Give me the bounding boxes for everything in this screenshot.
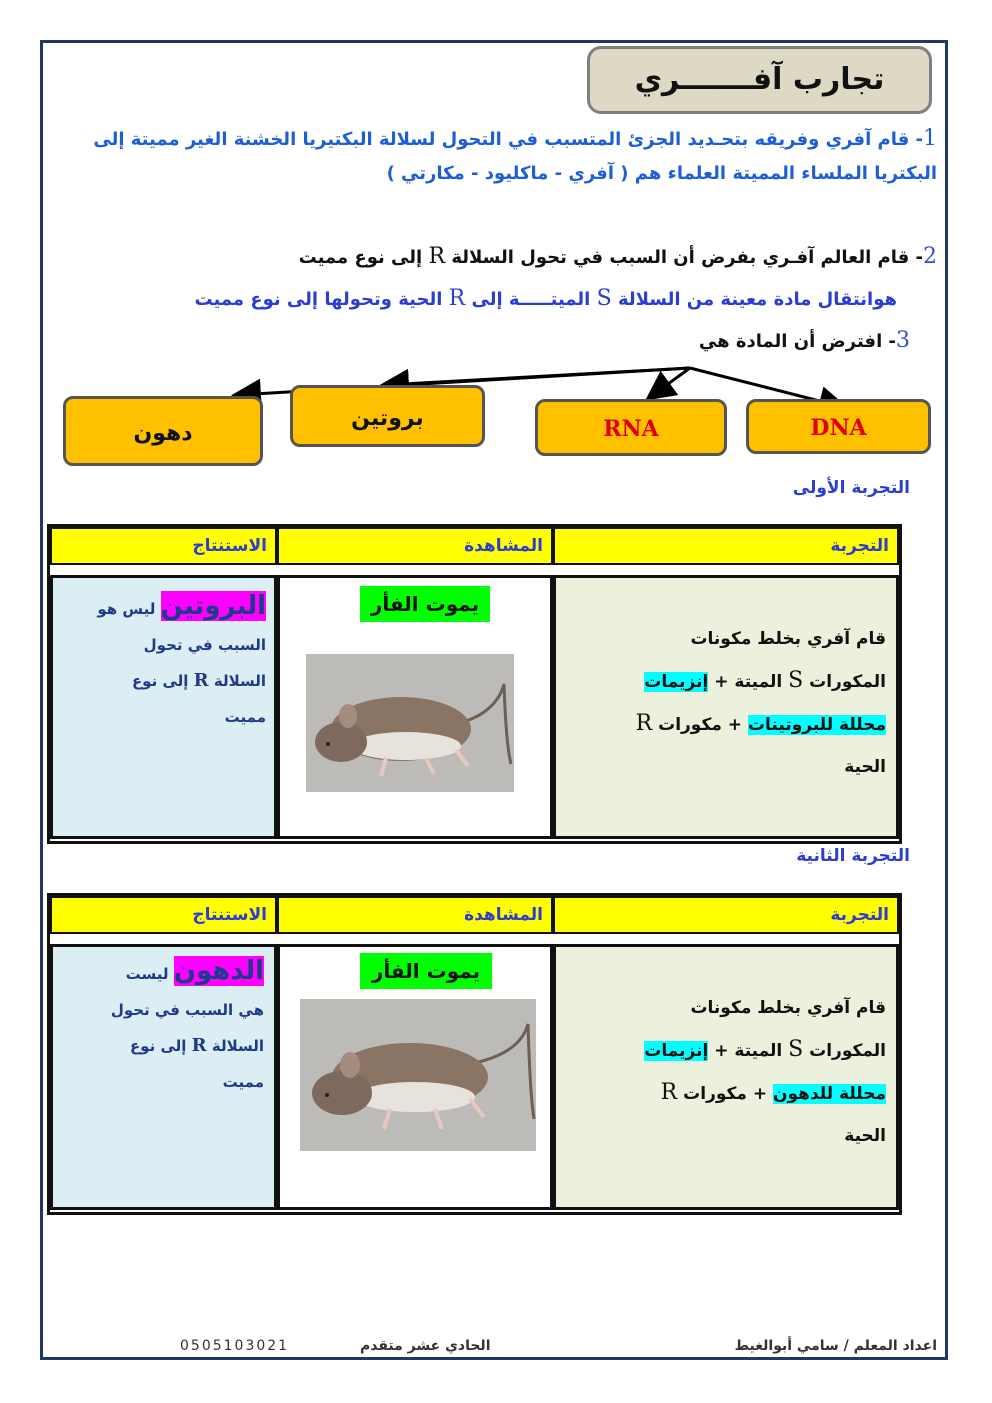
page-title: تجارب آفـــــــري <box>587 46 932 114</box>
substance-dna: DNA <box>746 399 931 454</box>
exp-word: المكورات <box>809 672 886 692</box>
experiment-1-table <box>47 524 902 844</box>
strain-letter: R <box>428 244 446 269</box>
observation-cell <box>277 575 553 839</box>
exp-word: + مكورات <box>683 1084 768 1104</box>
conc-line <box>54 1028 264 1064</box>
experiment-1-label: التجربة الأولى <box>792 478 910 498</box>
conc-word: إلى نوع <box>129 1037 187 1055</box>
conc-line: مميت <box>222 1073 264 1091</box>
experiment-description <box>616 987 886 1157</box>
header-experiment: التجربة <box>553 896 899 934</box>
conclusion-text <box>56 588 266 735</box>
hypothesis-text: الميتـــــة إلى <box>471 289 591 310</box>
hypothesis-text: هوانتقال مادة معينة من السلالة <box>617 289 897 310</box>
enzyme-type-highlight: محللة للدهون <box>773 1084 886 1104</box>
strain-letter: S <box>788 668 804 693</box>
point-number: 2 <box>923 244 937 269</box>
exp-line <box>616 703 886 746</box>
conc-line <box>54 953 264 992</box>
exp-word: المكورات <box>809 1041 886 1061</box>
footer-grade: الحادي عشر متقدم <box>360 1338 491 1354</box>
point-number: 3 <box>896 328 910 353</box>
conc-line <box>56 588 266 627</box>
strain-letter: R <box>448 286 466 311</box>
conclusion-cell <box>50 575 277 839</box>
dead-mouse-image <box>300 999 536 1151</box>
observation-label: يموت الفأر <box>360 953 492 989</box>
header-conclusion: الاستنتاج <box>50 527 277 565</box>
exp-word: + مكورات <box>658 715 743 735</box>
enzyme-type-highlight: محللة للبروتينات <box>747 715 886 735</box>
exp-word: الميتة + <box>714 1041 783 1061</box>
conc-line: السبب في تحول <box>143 636 266 654</box>
conc-word: السلالة <box>213 672 266 690</box>
header-conclusion: الاستنتاج <box>50 896 277 934</box>
footer-phone: 0505103021 <box>180 1338 290 1354</box>
point-number: 1 <box>923 126 937 151</box>
header-experiment: التجربة <box>553 527 899 565</box>
conclusion-text <box>54 953 264 1100</box>
substance-protein: بروتين <box>290 385 485 447</box>
exp-line <box>616 1029 886 1072</box>
point-text-tail: إلى نوع مميت <box>298 247 423 268</box>
strain-letter: S <box>788 1037 804 1062</box>
header-observation: المشاهدة <box>277 527 553 565</box>
dead-mouse-image <box>306 654 514 792</box>
exp-line <box>616 1072 886 1115</box>
fats-highlight: الدهون <box>173 956 264 986</box>
exp-word: الميتة + <box>714 672 783 692</box>
conclusion-cell <box>50 944 277 1210</box>
exp-line: الحية <box>844 1126 886 1146</box>
footer-author: اعداد المعلم / سامي أبوالغيط <box>734 1338 937 1354</box>
experiment-2-label: التجربة الثانية <box>796 846 910 866</box>
exp-line <box>616 660 886 703</box>
exp-line: الحية <box>844 757 886 777</box>
observation-cell <box>277 944 553 1210</box>
substance-fats: دهون <box>63 396 263 466</box>
conc-line: مميت <box>224 708 266 726</box>
observation-label: يموت الفأر <box>360 586 490 622</box>
hypothesis-text: الحية وتحولها إلى نوع مميت <box>194 289 443 310</box>
protein-highlight: البروتين <box>160 591 266 621</box>
conc-word: السلالة <box>211 1037 264 1055</box>
experiment-2-table <box>47 893 902 1215</box>
header-observation: المشاهدة <box>277 896 553 934</box>
substance-rna: RNA <box>535 399 727 456</box>
arrow-to-rna <box>650 368 690 397</box>
strain-letter: R <box>193 670 209 691</box>
conc-line: هي السبب في تحول <box>110 1001 264 1019</box>
strain-letter: R <box>191 1035 207 1056</box>
strain-letter: S <box>596 286 612 311</box>
experiment-cell <box>553 944 899 1210</box>
conc-word: ليس هو <box>97 600 156 618</box>
point-text: - افترض أن المادة هي <box>698 331 896 352</box>
experiment-cell <box>553 575 899 839</box>
conc-word: إلى نوع <box>131 672 189 690</box>
point-text: - قام آفري وفريقه بتحـديد الجزئ المتسبب في التحول لسلالة البكتيريا الخشنة الغير مميتة إلى البكتريا الملساء المميتة العلماء هم ( آفري - ماكليود - مكارتي ) <box>93 129 937 184</box>
enzymes-highlight: إنزيمات <box>644 1041 709 1061</box>
strain-letter: R <box>635 711 653 736</box>
arrow-to-protein <box>385 368 690 385</box>
point-text: - قام العالم آفـري بفرض أن السبب في تحول السلالة <box>451 247 923 268</box>
exp-line: قام آفري بخلط مكونات <box>690 998 886 1018</box>
enzymes-highlight: إنزيمات <box>644 672 709 692</box>
conc-line <box>56 663 266 699</box>
experiment-description <box>616 618 886 788</box>
conc-word: ليست <box>125 965 169 983</box>
strain-letter: R <box>660 1080 678 1105</box>
exp-line: قام آفري بخلط مكونات <box>690 629 886 649</box>
